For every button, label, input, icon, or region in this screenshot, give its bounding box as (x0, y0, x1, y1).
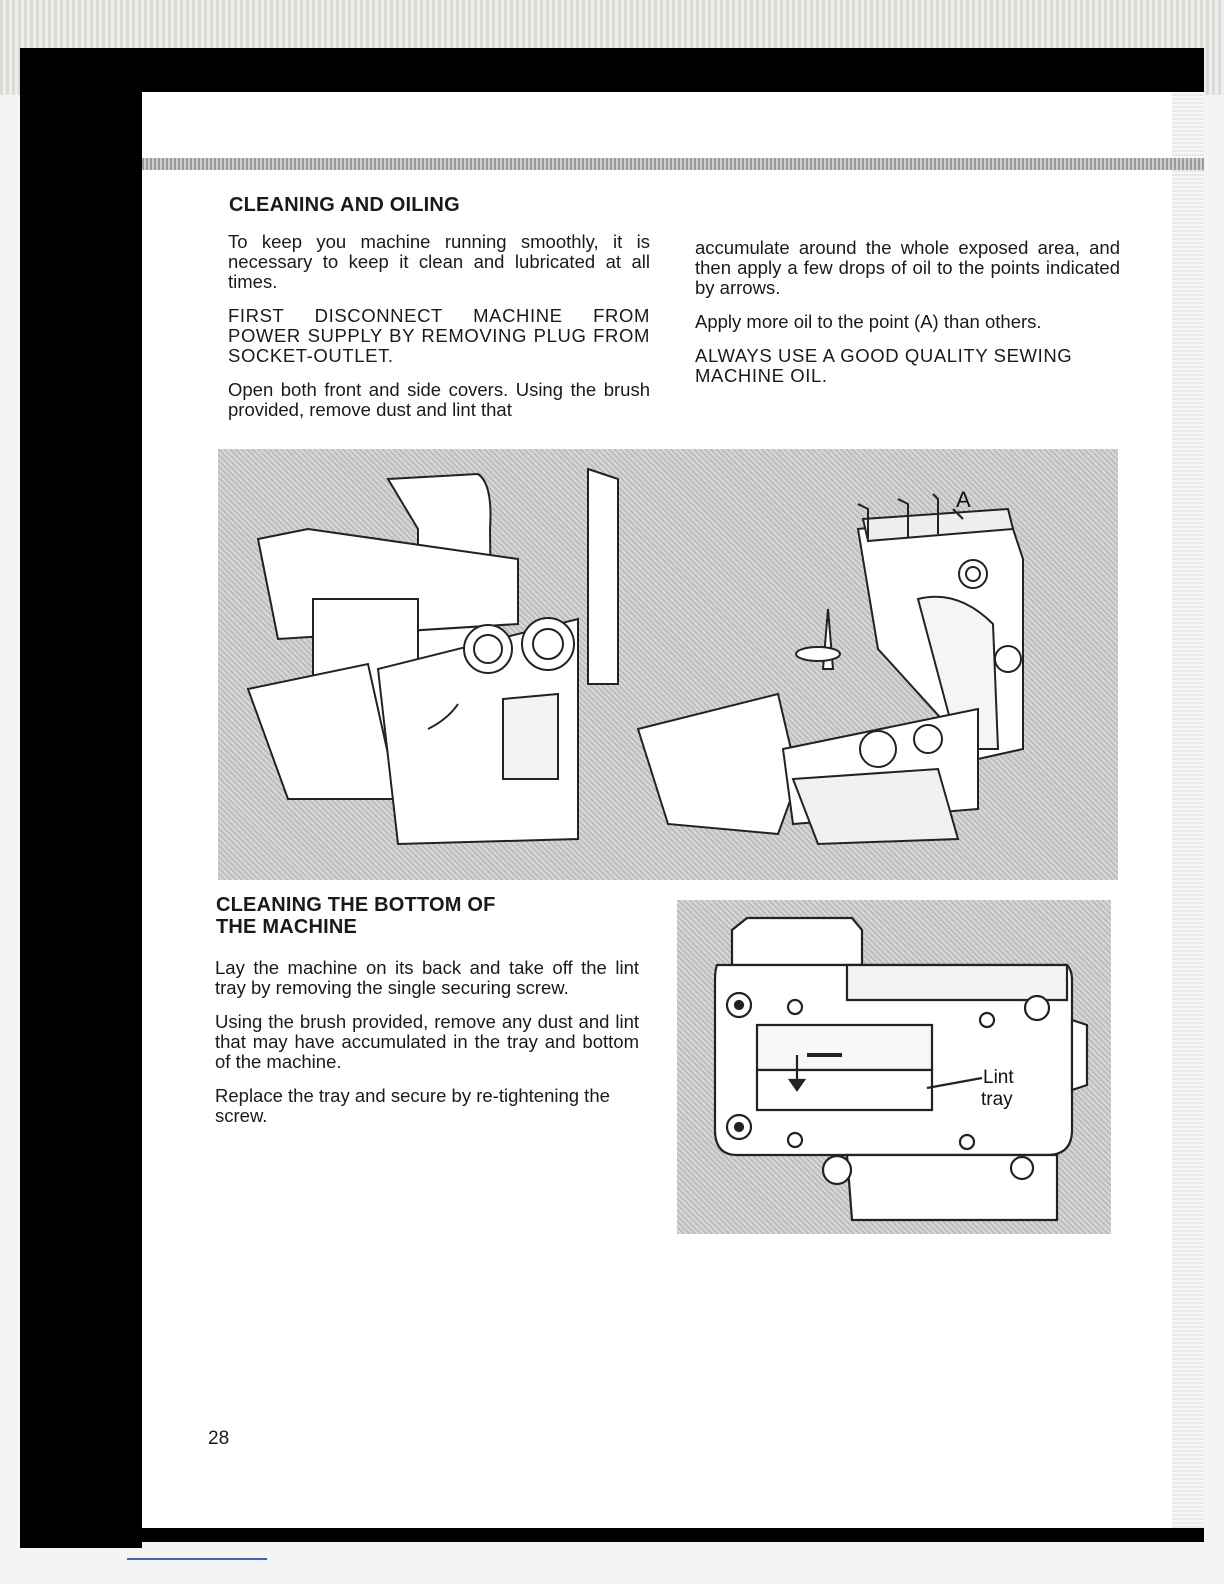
scan-border-top (20, 48, 1204, 96)
section-title-line1: CLEANING THE BOTTOM OF (216, 894, 496, 916)
text-column-left (228, 232, 650, 434)
paragraph-brush-dust: Using the brush provided, remove any dust and lint that may have accumulated in the tray and bottom of the machine. (215, 1011, 639, 1072)
header-rule (142, 158, 1204, 170)
section-title-line2: THE MACHINE (216, 916, 358, 938)
figure-label-a: A (956, 487, 971, 512)
paragraph-point-a: Apply more oil to the point (A) than others. (695, 311, 1042, 332)
bottom-view-illustration (677, 900, 1111, 1234)
page-number: 28 (208, 1428, 230, 1449)
paragraph-warning: FIRST DISCONNECT MACHINE FROM POWER SUPPLY BY REMOVING PLUG FROM SOCKET-OUTLET. (228, 305, 650, 366)
paragraph-open-covers: Open both front and side covers. Using the brush provided, remove dust and lint that (228, 379, 650, 420)
text-column-bottom (215, 958, 639, 1140)
section-title-cleaning-bottom (216, 894, 496, 938)
scan-border-bottom (20, 1528, 1204, 1542)
figure-label-lint: Lint (983, 1067, 1014, 1088)
paragraph-apply-oil: accumulate around the whole exposed area, and then apply a few drops of oil to the points indicated by arrows. (695, 237, 1120, 298)
machine-illustration (218, 449, 1118, 880)
paragraph-oil-quality: ALWAYS USE A GOOD QUALITY SEWING MACHINE OIL. (695, 345, 1073, 386)
figure-machine-open-covers (218, 449, 1118, 880)
text-column-right (695, 238, 1120, 400)
paragraph-lay-machine: Lay the machine on its back and take off the lint tray by removing the single securing screw. (215, 957, 639, 998)
section-title-cleaning-oiling: CLEANING AND OILING (229, 194, 460, 216)
paragraph-intro: To keep you machine running smoothly, it is necessary to keep it clean and lubricated at all times. (228, 231, 650, 292)
paragraph-replace-tray: Replace the tray and secure by re-tightening the screw. (215, 1085, 610, 1126)
figure-machine-bottom-lint-tray (677, 900, 1111, 1234)
page-edge-right (1172, 92, 1204, 1528)
scan-border-left (20, 48, 142, 1548)
footer-line (127, 1558, 267, 1560)
figure-label-tray: tray (981, 1089, 1013, 1110)
